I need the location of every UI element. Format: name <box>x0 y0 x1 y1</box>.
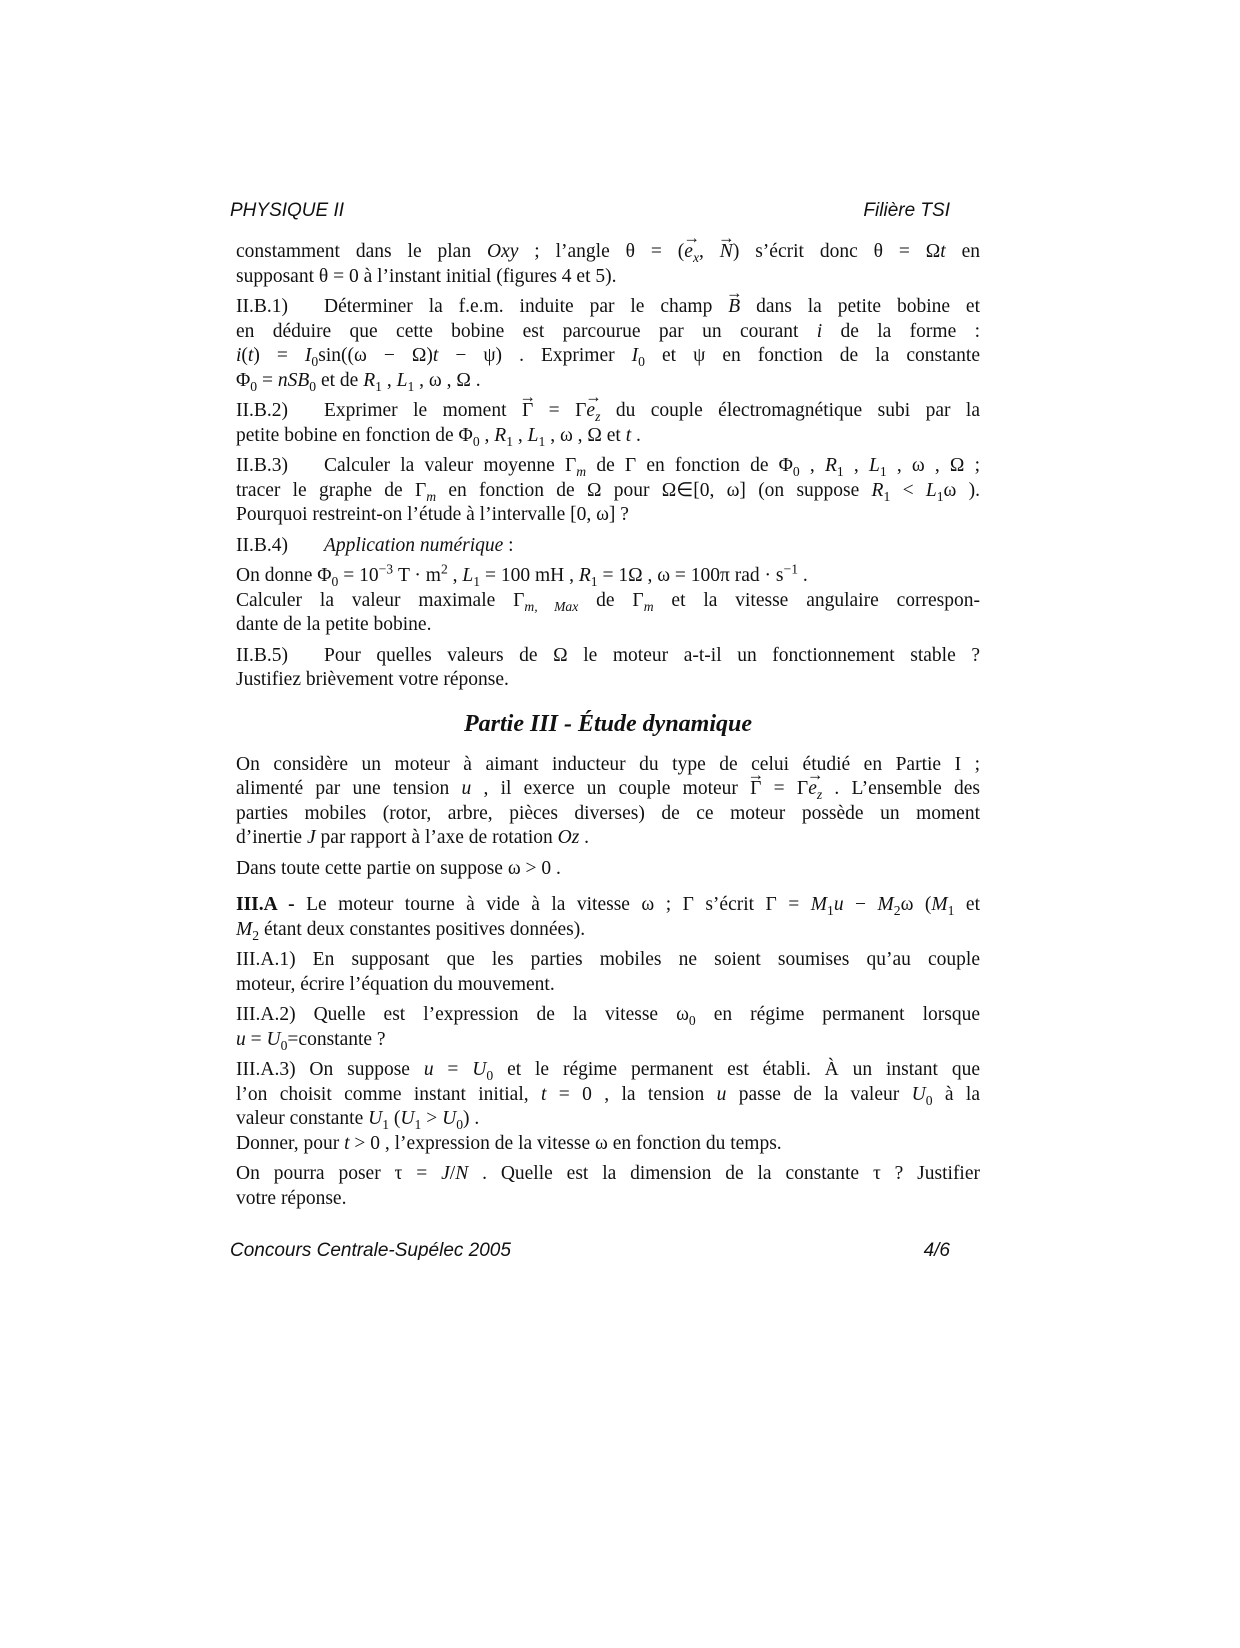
question-iiia: III.A - Le moteur tourne à vide à la vitesse ω ; Γ s’écrit $\Gamma = M_1u - M_2\omega$ ($M_1$ et $M_2$ étant deux constantes positives données). <box>236 894 980 943</box>
question-label: III.A.3) <box>236 1059 296 1080</box>
question-label: III.A.2) <box>236 1004 296 1025</box>
question-iiia3: III.A.3) On suppose $u = U_0$ et le régime permanent est établi. À un instant que l’on choisit comme instant initial, t = 0 , la tension u passe de la valeur $U_0$ à la valeur constante $U_1$ $(U_1 > U_0)$ . Donner, pour t > 0 , l’expression de la vitesse ω en fonction du temps. <box>236 1059 981 1154</box>
question-iib2: II.B.2) Exprimer le moment → $\Gamma = \Gamma\to e_z$ du couple électromagnétique subi par la petite bobine en fonction de $\Phi_0$ , $R_1$ , $L_1$ , ω , Ω et t . <box>236 399 980 448</box>
header-track: Filière TSI <box>863 200 950 221</box>
final-question: On pourra poser τ = J/N . Quelle est la dimension de la constante τ ? Justifier votre réponse. <box>236 1163 981 1209</box>
question-iib4: II.B.4) Application numérique : <box>236 534 980 559</box>
page-body <box>236 240 980 1217</box>
numerical-data: On donne $\Phi_0 = 10^{-3}$ $T \cdot m^2$ , $L_1 = 100$ mH , $R_1 = 1\Omega$ , ω = 100π rad · $s^{-1}$ . Calculer la valeur maximale $\Gamma_{m, Max}$ de $\Gamma_m$ et la vitesse angulaire correspon- dante de la petite bobine. <box>236 561 980 635</box>
intro-part-iii: On considère un moteur à aimant inducteur du type de celui étudié en Partie I ; alimenté par une tension u , il exerce un couple moteur → $\Gamma = \Gamma\to e_z$ . L’ensemble des parties mobiles (rotor, arbre, pièces diverses) de ce moteur possède un moment d’inertie J par rapport à l’axe de rotation Oz . <box>236 753 980 851</box>
question-iib1: II.B.1) Déterminer la f.e.m. induite par le champ → B dans la petite bobine et en déduire que cette bobine est parcourue par un courant i de la forme : $i(t) = I_0\sin((\omega - \Omega)t - \psi)$ . Exprimer $I_0$ et ψ en fonction de la constante $\Phi_0 = nSB_0$ et de $R_1$ , $L_1$ , ω , Ω . <box>236 295 980 393</box>
assumption: Dans toute cette partie on suppose ω > 0 . <box>236 857 561 879</box>
question-label: III.A - <box>236 894 295 915</box>
question-iib3: II.B.3) Calculer la valeur moyenne $\Gamma_m$ de Γ en fonction de $\Phi_0$ , $R_1$ , $L_1$ , ω , Ω ; tracer le graphe de $\Gamma_m$ en fonction de Ω pour Ω∈[0, ω] (on suppose $R_1 < L_1\omega$ ). Pourquoi restreint-on l’étude à l’intervalle [0, ω] ? <box>236 455 981 525</box>
question-iib5: II.B.5) Pour quelles valeurs de Ω le moteur a-t-il un fonctionnement stable ? Justifiez brièvement votre réponse. <box>236 644 980 690</box>
paragraph-continuation: constamment dans le plan Oxy ; l’angle θ = (→ $e_x$, → N) s’écrit donc θ = Ωt en supposant θ = 0 à l’instant initial (figures 4 et 5). <box>236 240 980 289</box>
section-title: Partie III - Étude dynamique <box>463 710 752 737</box>
question-label: II.B.1) <box>236 296 288 317</box>
question-label: II.B.4) <box>236 534 288 556</box>
footer-page-number: 4/6 <box>923 1240 950 1261</box>
question-label: II.B.3) <box>236 455 288 476</box>
footer-contest: Concours Centrale-Supélec 2005 <box>230 1240 511 1261</box>
application-heading: Application numérique <box>324 534 504 556</box>
on-donne: On donne <box>236 565 313 586</box>
question-iiia1: III.A.1) En supposant que les parties mobiles ne soient soumises qu’au couple moteur, écrire l’équation du mouvement. <box>236 949 980 995</box>
header-subject: PHYSIQUE II <box>230 200 345 221</box>
question-iiia2: III.A.2) Quelle est l’expression de la vitesse $\omega_0$ en régime permanent lorsque $u = U_0=constante$ ? <box>236 1004 980 1053</box>
question-label: II.B.5) <box>236 644 288 666</box>
question-label: II.B.2) <box>236 400 288 421</box>
question-label: III.A.1) <box>236 949 296 970</box>
